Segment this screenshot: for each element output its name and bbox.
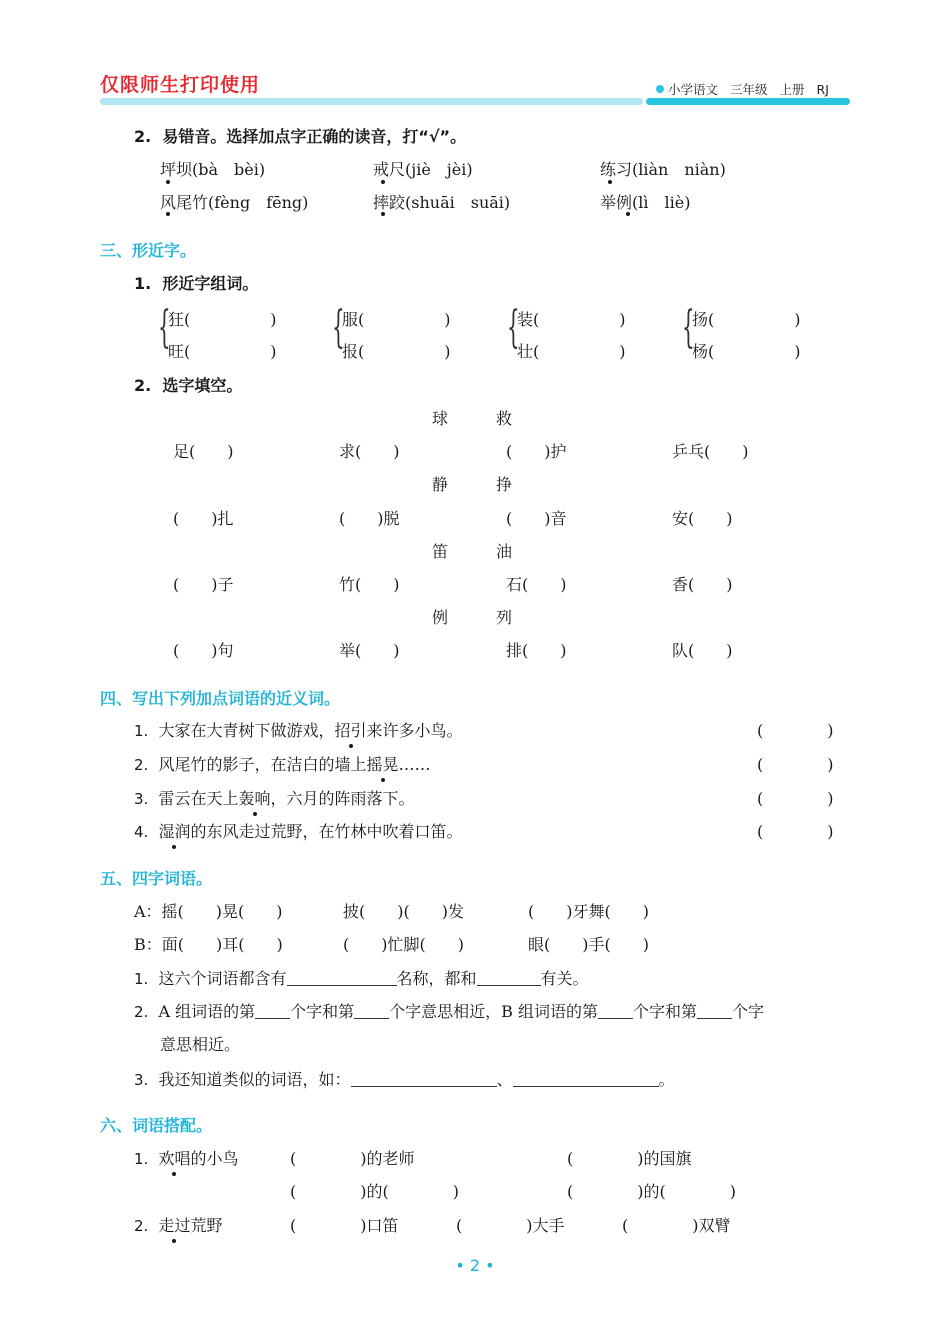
match-item: ( )双臂 bbox=[622, 1216, 731, 1235]
section-5-title: 五、四字词语。 bbox=[100, 869, 213, 888]
sec5-q2-cont: 意思相近。 bbox=[160, 1035, 241, 1054]
blank-line[interactable] bbox=[354, 1003, 389, 1019]
question-title: 形近字组词。 bbox=[162, 274, 259, 293]
row-b-1: B：面( )耳( ) bbox=[134, 935, 283, 954]
emphasis-dot bbox=[381, 212, 385, 216]
text: ，六月的阵雨落下。 bbox=[270, 789, 415, 808]
text: 的东风走过荒野，在竹林中吹着口笛。 bbox=[190, 822, 463, 841]
sec5-q1 bbox=[134, 966, 589, 989]
char: 静 bbox=[432, 475, 449, 494]
char: 壮 bbox=[517, 342, 534, 361]
question-number: 1. bbox=[134, 1150, 149, 1168]
section-4-title: 四、写出下列加点词语的近义词。 bbox=[100, 689, 341, 708]
text: 我还知道类似的词语，如： bbox=[158, 1070, 351, 1089]
question-number: 2. bbox=[134, 1003, 149, 1021]
char: 挣 bbox=[496, 475, 513, 494]
pair-1-bottom: 旺( ) bbox=[168, 342, 277, 361]
blank-line[interactable] bbox=[477, 970, 541, 986]
pron-item-1 bbox=[160, 157, 265, 180]
brace-icon: { bbox=[158, 302, 171, 353]
subject: 小学语文 bbox=[668, 82, 719, 97]
pron-item-4 bbox=[160, 190, 308, 213]
question-number: 1. bbox=[134, 274, 152, 293]
fill-item: 香( ) bbox=[672, 575, 733, 594]
choice-chars-4 bbox=[432, 605, 512, 628]
bullet-dot-icon bbox=[656, 85, 664, 93]
char: 列 bbox=[496, 608, 513, 627]
word: 坪坝 bbox=[160, 160, 193, 179]
match-item: ( )的( ) bbox=[567, 1182, 736, 1201]
answer-paren: ( ) bbox=[757, 822, 834, 841]
section-6-title: 六、词语搭配。 bbox=[100, 1116, 213, 1135]
row-b-2: ( )忙脚( ) bbox=[343, 935, 464, 954]
emphasis-dot bbox=[608, 180, 612, 184]
match-item: ( )口笛 bbox=[290, 1216, 399, 1235]
emphasis-dot bbox=[381, 180, 385, 184]
brace-icon: { bbox=[507, 302, 520, 353]
dotted-word: 走过 bbox=[158, 1213, 190, 1236]
blank-line[interactable] bbox=[513, 1071, 659, 1087]
char: 救 bbox=[496, 409, 513, 428]
options: (fèng fēng) bbox=[208, 193, 309, 212]
text: …… bbox=[398, 755, 431, 774]
text: 个字意思相近，B 组词语的第 bbox=[389, 1002, 599, 1021]
match-item: ( )的国旗 bbox=[567, 1149, 692, 1168]
answer-paren: ( ) bbox=[757, 789, 834, 808]
text: 雷云在天上 bbox=[158, 789, 239, 808]
sec5-q2 bbox=[134, 999, 764, 1022]
question-number: 3. bbox=[134, 790, 149, 808]
pron-item-5 bbox=[373, 190, 510, 213]
fill-item: 举( ) bbox=[339, 641, 400, 660]
sec6-q1 bbox=[134, 1146, 239, 1169]
text: 荒野 bbox=[190, 1216, 223, 1235]
char: 服 bbox=[342, 310, 359, 329]
text: 个字和第 bbox=[290, 1002, 355, 1021]
pair-2-bottom: 报( ) bbox=[342, 342, 451, 361]
text: 有关。 bbox=[540, 969, 589, 988]
text: 的小鸟 bbox=[190, 1149, 239, 1168]
match-item: ( )的( ) bbox=[290, 1182, 459, 1201]
options: (jiè jèi) bbox=[405, 160, 473, 179]
question-title: 选字填空。 bbox=[162, 376, 243, 395]
char: 报 bbox=[342, 342, 359, 361]
emphasis-dot bbox=[166, 212, 170, 216]
fill-item: ( )护 bbox=[506, 442, 567, 461]
answer-paren: ( ) bbox=[757, 721, 834, 740]
row-a-2: 披( )( )发 bbox=[343, 902, 464, 921]
sec4-item-3 bbox=[134, 786, 415, 809]
match-item: ( )的老师 bbox=[290, 1149, 415, 1168]
row-b-3: 眼( )手( ) bbox=[528, 935, 649, 954]
fill-item: 石( ) bbox=[506, 575, 567, 594]
word: 摔跤 bbox=[373, 193, 406, 212]
pair-3-bottom: 壮( ) bbox=[517, 342, 626, 361]
blank-line[interactable] bbox=[255, 1003, 290, 1019]
fill-item: 乒乓( ) bbox=[672, 442, 749, 461]
question-number: 2. bbox=[134, 1217, 149, 1235]
choice-chars-1 bbox=[432, 406, 512, 429]
word: 戒尺 bbox=[373, 160, 406, 179]
pron-item-2 bbox=[373, 157, 473, 180]
char: 杨 bbox=[692, 342, 709, 361]
text: 。 bbox=[658, 1070, 675, 1089]
emphasis-dot bbox=[626, 212, 630, 216]
dotted-word: 轰响 bbox=[239, 786, 271, 809]
char: 油 bbox=[496, 542, 513, 561]
row-a-3: ( )牙舞( ) bbox=[528, 902, 649, 921]
char: 扬 bbox=[692, 310, 709, 329]
word: 练习 bbox=[600, 160, 633, 179]
question-title: 易错音。选择加点字正确的读音，打“√”。 bbox=[162, 127, 467, 146]
sec3-q1 bbox=[134, 271, 258, 294]
blank-line[interactable] bbox=[287, 970, 397, 986]
match-item: ( )大手 bbox=[456, 1216, 565, 1235]
fill-item: ( )扎 bbox=[173, 509, 234, 528]
text: 风尾竹的影子，在洁白的墙上 bbox=[158, 755, 367, 774]
pair-1-top: 狂( ) bbox=[168, 310, 277, 329]
blank-line[interactable] bbox=[598, 1003, 633, 1019]
pair-2-top: 服( ) bbox=[342, 310, 451, 329]
choice-chars-2 bbox=[432, 472, 512, 495]
question-number: 2. bbox=[134, 756, 149, 774]
fill-item: 足( ) bbox=[173, 442, 234, 461]
pron-item-3 bbox=[600, 157, 726, 180]
fill-item: ( )子 bbox=[173, 575, 234, 594]
fill-item: 安( ) bbox=[672, 509, 733, 528]
emphasis-dot bbox=[166, 180, 170, 184]
options: (liàn niàn) bbox=[632, 160, 726, 179]
char: 装 bbox=[517, 310, 534, 329]
question-number: 4. bbox=[134, 823, 149, 841]
page-number: • 2 • bbox=[455, 1256, 495, 1275]
char: 例 bbox=[432, 608, 449, 627]
text: 、 bbox=[496, 1070, 513, 1089]
fill-item: ( )脱 bbox=[339, 509, 400, 528]
text: A 组词语的第 bbox=[158, 1002, 256, 1021]
q2-pron-question bbox=[134, 124, 466, 147]
header-bar-dark bbox=[646, 98, 850, 105]
grade: 三年级 bbox=[730, 82, 768, 97]
sec3-q2 bbox=[134, 373, 242, 396]
fill-item: 排( ) bbox=[506, 641, 567, 660]
char: 旺 bbox=[168, 342, 185, 361]
question-number: 1. bbox=[134, 722, 149, 740]
question-number: 2. bbox=[134, 127, 152, 146]
word: 风尾竹 bbox=[160, 193, 209, 212]
options: (shuāi suāi) bbox=[405, 193, 511, 212]
fill-item: 队( ) bbox=[672, 641, 733, 660]
fill-item: 竹( ) bbox=[339, 575, 400, 594]
sec4-item-1 bbox=[134, 718, 463, 741]
char: 笛 bbox=[432, 542, 449, 561]
blank-line[interactable] bbox=[697, 1003, 732, 1019]
word: 举例 bbox=[600, 193, 633, 212]
char: 球 bbox=[432, 409, 449, 428]
text: 名称，都和 bbox=[396, 969, 477, 988]
sec5-q3 bbox=[134, 1067, 675, 1090]
dotted-word: 招引 bbox=[335, 718, 367, 741]
text: 这六个词语都含有 bbox=[158, 969, 287, 988]
answer-paren: ( ) bbox=[757, 755, 834, 774]
header-bar-light bbox=[100, 98, 643, 105]
sec6-q2 bbox=[134, 1213, 223, 1236]
brace-icon: { bbox=[682, 302, 695, 353]
sec4-item-4 bbox=[134, 819, 463, 842]
row-a-1: A：摇( )晃( ) bbox=[134, 902, 283, 921]
fill-item: ( )句 bbox=[173, 641, 234, 660]
dotted-word: 欢唱 bbox=[158, 1146, 190, 1169]
sec4-item-2 bbox=[134, 752, 431, 775]
text: 个字和第 bbox=[633, 1002, 698, 1021]
header-meta bbox=[656, 80, 829, 98]
volume: 上册 bbox=[779, 82, 805, 97]
choice-chars-3 bbox=[432, 539, 512, 562]
text: 来许多小鸟。 bbox=[366, 721, 463, 740]
brace-icon: { bbox=[332, 302, 345, 353]
question-number: 3. bbox=[134, 1071, 149, 1089]
edition: RJ bbox=[816, 82, 829, 97]
dotted-word: 摇晃 bbox=[367, 752, 399, 775]
options: (bà bèi) bbox=[192, 160, 266, 179]
text: 大家在大青树下做游戏， bbox=[158, 721, 335, 740]
fill-item: 求( ) bbox=[339, 442, 400, 461]
pair-3-top: 装( ) bbox=[517, 310, 626, 329]
char: 狂 bbox=[168, 310, 185, 329]
pair-4-top: 扬( ) bbox=[692, 310, 801, 329]
pair-4-bottom: 杨( ) bbox=[692, 342, 801, 361]
text: 个字 bbox=[732, 1002, 765, 1021]
blank-line[interactable] bbox=[351, 1071, 497, 1087]
options: (lì liè) bbox=[632, 193, 691, 212]
section-3-title: 三、形近字。 bbox=[100, 241, 197, 260]
question-number: 1. bbox=[134, 970, 149, 988]
question-number: 2. bbox=[134, 376, 152, 395]
pron-item-6 bbox=[600, 190, 690, 213]
header-title: 仅限师生打印使用 bbox=[100, 74, 261, 96]
dotted-word: 湿润 bbox=[158, 819, 190, 842]
fill-item: ( )音 bbox=[506, 509, 567, 528]
